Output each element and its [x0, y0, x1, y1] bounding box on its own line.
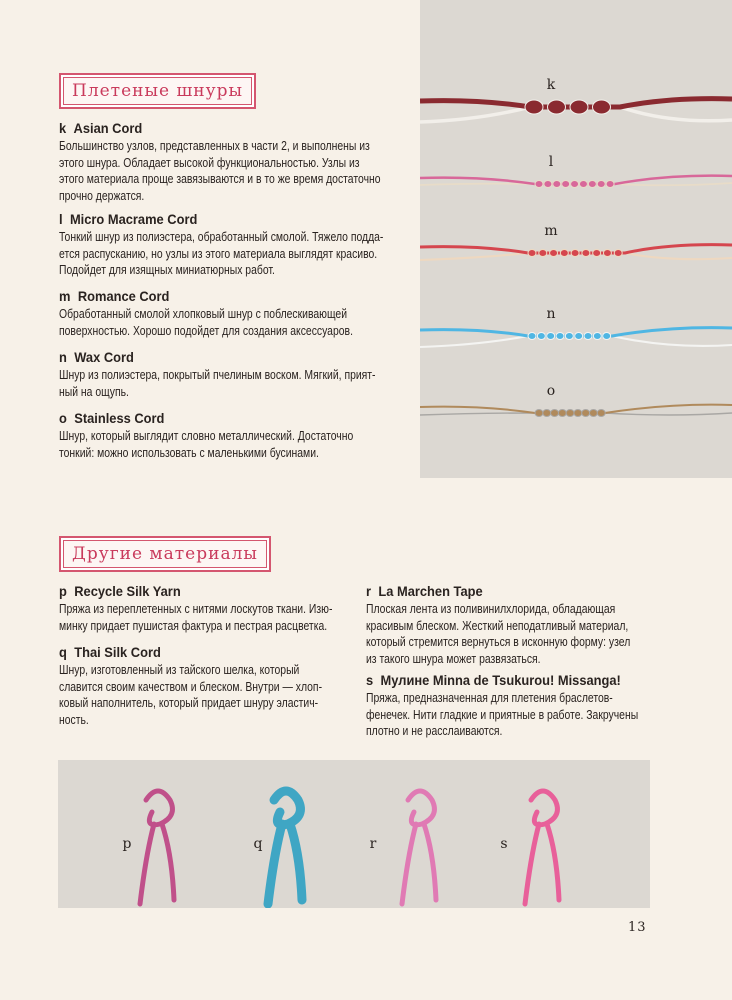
entry-name: Stainless Cord [74, 410, 165, 426]
entry-n [59, 349, 419, 400]
knot [603, 333, 611, 340]
knot [570, 100, 588, 114]
knot [566, 410, 574, 417]
knot [593, 100, 611, 114]
section-title-text: Другие материалы [63, 540, 267, 568]
knot [553, 181, 561, 188]
knot [535, 410, 543, 417]
knot [589, 410, 597, 417]
entry-name: Recycle Silk Yarn [74, 583, 181, 599]
cord-ends-s [525, 824, 559, 904]
knot [544, 181, 552, 188]
knot [537, 333, 545, 340]
entry-line: ется распусканию, но узлы из этого материала выглядят красиво. [59, 245, 378, 261]
entry-line: Шнур из полиэстера, покрытый пчелиным воском. Мягкий, прият- [59, 367, 376, 382]
cord-ends-r [402, 824, 436, 904]
entry-name: Wax Cord [74, 349, 134, 365]
entry-letter: l [59, 211, 63, 227]
knot [584, 333, 592, 340]
cord-ends-p [140, 824, 174, 904]
entry-line: Подойдет для изящных миниатюрных работ. [59, 262, 275, 277]
entry-line: Пряжа, предназначенная для плетения браслетов- [366, 690, 613, 705]
entry-letter: q [59, 644, 67, 660]
entry-letter: m [59, 288, 71, 304]
entry-line: этого материала проще завязываются и в то же время достаточно [59, 171, 381, 186]
entry-line: этого шнура. Обладает высокой функциональностью. Узлы из [59, 154, 360, 170]
knot [528, 250, 536, 257]
entry-p [59, 583, 419, 634]
knot [525, 100, 543, 114]
knot [614, 250, 622, 257]
entry-name: Thai Silk Cord [74, 644, 161, 660]
entry-name: Мулине Minna de Tsukurou! Missanga! [380, 672, 621, 688]
knot [575, 333, 583, 340]
knot [574, 410, 582, 417]
entry-name: Asian Cord [73, 120, 143, 136]
knot [588, 181, 596, 188]
entry-line: славится своим качеством и блеском. Внутри — хлоп- [59, 678, 323, 694]
knot [603, 250, 611, 257]
materials-photo-image [58, 760, 650, 908]
knot [582, 410, 590, 417]
entry-letter: k [59, 120, 67, 136]
entry-l [59, 211, 419, 279]
entry-r [366, 583, 726, 667]
cords-photo-image [420, 0, 732, 478]
cord-label-m: m [544, 223, 558, 239]
material-label-s: s [500, 836, 508, 852]
knot [593, 333, 601, 340]
cord-label-n: n [546, 306, 556, 322]
knot [547, 333, 555, 340]
entry-line: плотно и не расслаиваются. [366, 723, 503, 738]
entry-letter: s [366, 672, 374, 688]
page-number: 13 [628, 920, 647, 935]
entry-s [366, 672, 726, 740]
entry-line: тонкий: можно использовать с маленькими бусинами. [59, 444, 319, 460]
cord-label-l: l [548, 154, 554, 170]
entry-line: прочно держатся. [59, 187, 145, 203]
entry-name: La Marchen Tape [378, 583, 483, 599]
knot [548, 100, 566, 114]
cord-ends-q [268, 824, 302, 904]
entry-name: Romance Cord [77, 288, 170, 304]
cord-label-o: o [546, 383, 556, 399]
knot [528, 333, 536, 340]
knot [571, 181, 579, 188]
entry-line: Пряжа из переплетенных с нитями лоскутов ткани. Изю- [59, 601, 333, 616]
material-label-p: p [122, 836, 132, 852]
knot [571, 250, 579, 257]
knot [606, 181, 614, 188]
knot [593, 250, 601, 257]
entry-line: Большинство узлов, представленных в части 2, и выполнены из [59, 138, 370, 153]
entry-q [59, 644, 419, 728]
cord-label-k: k [546, 77, 556, 93]
knot [543, 410, 551, 417]
entry-line: ность. [59, 711, 89, 727]
entry-letter: n [59, 349, 67, 365]
section-title-text: Плетеные шнуры [63, 77, 252, 105]
entry-m [59, 288, 419, 339]
knot [535, 181, 543, 188]
cords-photo [420, 0, 732, 478]
entry-line: поверхностью. Хорошо подойдет для создания аксессуаров. [59, 322, 353, 338]
materials-photo [58, 760, 650, 908]
knot [550, 250, 558, 257]
entry-line: Плоская лента из поливинилхлорида, обладающая [366, 601, 616, 616]
section-title-braided-cords [59, 73, 256, 109]
entry-line: Тонкий шнур из полиэстера, обработанный смолой. Тяжело подда- [59, 229, 384, 244]
entry-line: фенечек. Нити гладкие и приятные в работе. Закручены [366, 706, 639, 722]
entry-o [59, 410, 419, 461]
knot-loop-s [531, 791, 557, 825]
entry-name: Micro Macrame Cord [69, 211, 198, 227]
entry-letter: o [59, 410, 67, 426]
entry-line: Шнур, который выглядит словно металлический. Достаточно [59, 428, 354, 443]
section-title-other-materials [59, 536, 271, 572]
knot [597, 410, 605, 417]
knot [582, 250, 590, 257]
entry-letter: p [59, 583, 67, 599]
knot [560, 250, 568, 257]
knot [565, 333, 573, 340]
knot [539, 250, 547, 257]
knot [597, 181, 605, 188]
knot-loop-p [146, 791, 172, 825]
entry-letter: r [366, 583, 372, 599]
knot [562, 181, 570, 188]
entry-line: Обработанный смолой хлопковый шнур с поблескивающей [59, 306, 348, 321]
knot [579, 181, 587, 188]
entry-line: минку придает пушистая фактура и пестрая расцветка. [59, 617, 328, 633]
knot [551, 410, 559, 417]
knot-loop-r [408, 791, 434, 825]
knot [558, 410, 566, 417]
entry-line: из такого шнура может развязаться. [366, 650, 541, 666]
entry-line: красивым блеском. Жесткий неподатливый материал, [366, 617, 629, 633]
material-label-r: r [369, 836, 377, 852]
entry-line: ный на ощупь. [59, 383, 129, 399]
entry-k [59, 120, 419, 204]
entry-line: ковый наполнитель, который придает шнуру эластич- [59, 695, 319, 710]
material-label-q: q [253, 836, 263, 852]
knot [556, 333, 564, 340]
entry-line: который стремится вернуться в исконную форму: узел [366, 634, 631, 649]
knot-loop-q [274, 791, 300, 825]
entry-line: Шнур, изготовленный из тайского шелка, который [59, 662, 300, 677]
